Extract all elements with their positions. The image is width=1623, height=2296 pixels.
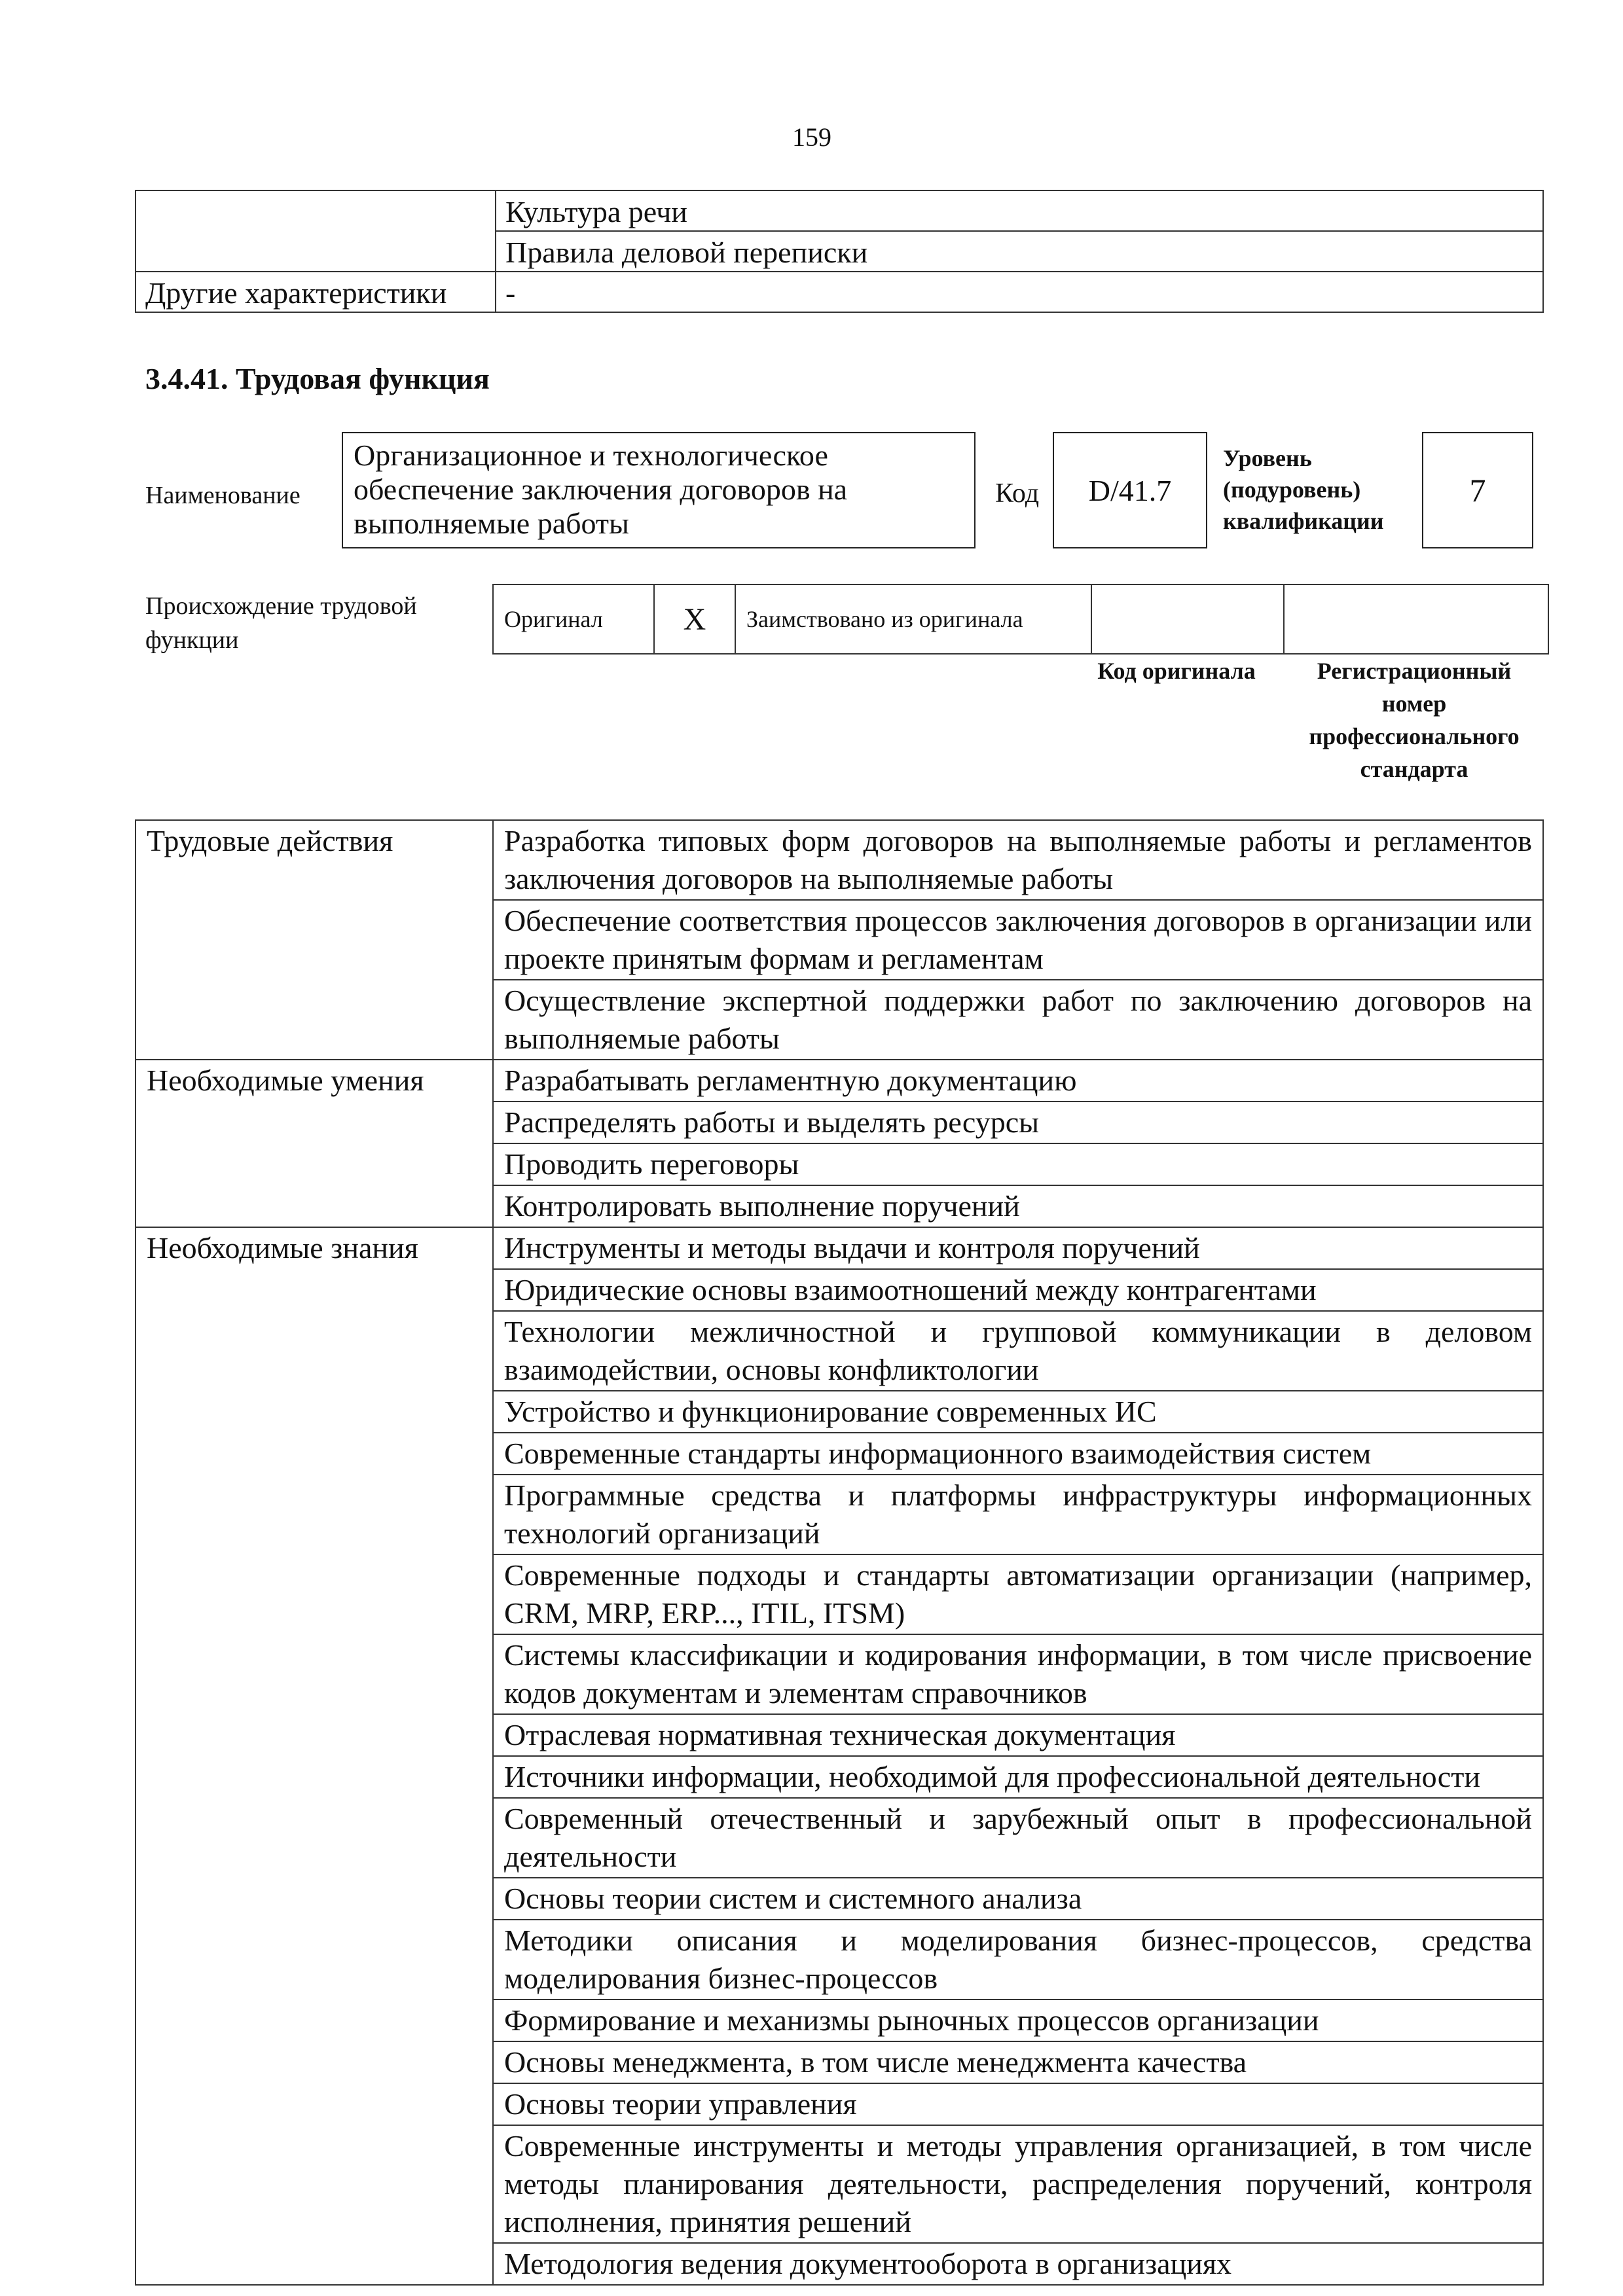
table-row: [136, 231, 1543, 272]
table-row: [136, 272, 1543, 312]
function-name-box: Организационное и технологическое обеспечение заключения договоров на выполняемые работы: [342, 432, 976, 548]
labor-actions-label: Трудовые действия: [136, 820, 493, 1060]
list-item: Программные средства и платформы инфраструктуры информационных технологий организаций: [493, 1475, 1543, 1554]
table-row: [136, 1227, 1543, 1269]
list-item: Инструменты и методы выдачи и контроля поручений: [493, 1227, 1543, 1269]
list-item: Контролировать выполнение поручений: [493, 1185, 1543, 1227]
original-code-caption: Код оригинала: [1097, 658, 1256, 684]
list-item: Разработка типовых форм договоров на выполняемые работы и регламентов заключения договоров на выполняемые работы: [493, 820, 1543, 900]
function-details-table: [135, 819, 1544, 2286]
list-item: Устройство и функционирование современных ИС: [493, 1391, 1543, 1433]
list-item: Современные инструменты и методы управления организацией, в том числе методы планирования деятельности, распределения поручений, контроля исполнения, принятия решений: [493, 2125, 1543, 2243]
list-item: Юридические основы взаимоотношений между контрагентами: [493, 1269, 1543, 1311]
row-label: Другие характеристики: [136, 272, 496, 312]
list-item: Отраслевая нормативная техническая документация: [493, 1714, 1543, 1756]
page-number: 159: [792, 122, 831, 152]
required-skills-label: Необходимые умения: [136, 1060, 493, 1227]
list-item: Формирование и механизмы рыночных процессов организации: [493, 2000, 1543, 2041]
level-label-line: Уровень: [1223, 445, 1312, 471]
list-item: Современный отечественный и зарубежный опыт в профессиональной деятельности: [493, 1798, 1543, 1878]
function-code-box: D/41.7: [1053, 432, 1207, 548]
list-item: Современные стандарты информационного взаимодействия систем: [493, 1433, 1543, 1475]
list-item: Основы теории управления: [493, 2083, 1543, 2125]
section-title: 3.4.41. Трудовая функция: [145, 362, 490, 395]
list-item: Распределять работы и выделять ресурсы: [493, 1102, 1543, 1143]
required-knowledge-label: Необходимые знания: [136, 1227, 493, 2285]
qualification-level-label: [1223, 442, 1384, 537]
code-label: Код: [995, 478, 1040, 509]
table-row: [136, 820, 1543, 900]
registration-number-cell: [1284, 584, 1548, 654]
row-value: Правила деловой переписки: [496, 231, 1543, 272]
list-item: Методики описания и моделирования бизнес-процессов, средства моделирования бизнес-процессов: [493, 1920, 1543, 2000]
list-item: Обеспечение соответствия процессов заключения договоров в организации или проекте принятым формам и регламентам: [493, 900, 1543, 980]
borrowed-label: Заимствовано из оригинала: [735, 584, 1091, 654]
row-value: -: [496, 272, 1543, 312]
level-label-line: (подуровень): [1223, 476, 1361, 503]
list-item: Современные подходы и стандарты автоматизации организации (например, CRM, MRP, ERP..., ITIL, ITSM): [493, 1554, 1543, 1634]
list-item: Системы классификации и кодирования информации, в том числе присвоение кодов документам и элементам справочников: [493, 1634, 1543, 1714]
row-label: [136, 190, 496, 231]
row-value: Культура речи: [496, 190, 1543, 231]
list-item: Разрабатывать регламентную документацию: [493, 1060, 1543, 1102]
row-label: [136, 231, 496, 272]
table-row: [493, 584, 1548, 654]
origin-label: Происхождение трудовой функции: [145, 592, 417, 654]
name-label: Наименование: [145, 482, 301, 509]
table-row: [136, 190, 1543, 231]
continuation-table: [135, 190, 1544, 313]
list-item: Технологии межличностной и групповой коммуникации в деловом взаимодействии, основы конфликтологии: [493, 1311, 1543, 1391]
list-item: Основы менеджмента, в том числе менеджмента качества: [493, 2041, 1543, 2083]
registration-number-caption: Регистрационный номер профессионального стандарта: [1309, 658, 1520, 782]
list-item: Проводить переговоры: [493, 1143, 1543, 1185]
original-label: Оригинал: [493, 584, 654, 654]
original-code-cell: [1091, 584, 1284, 654]
list-item: Осуществление экспертной поддержки работ по заключению договоров на выполняемые работы: [493, 980, 1543, 1060]
level-label-line: квалификации: [1223, 508, 1384, 534]
table-row: [136, 1060, 1543, 1102]
list-item: Основы теории систем и системного анализа: [493, 1878, 1543, 1920]
list-item: Методология ведения документооборота в организациях: [493, 2243, 1543, 2285]
origin-table: [492, 584, 1549, 655]
list-item: Источники информации, необходимой для профессиональной деятельности: [493, 1756, 1543, 1798]
original-mark: X: [654, 584, 735, 654]
qualification-level-box: 7: [1422, 432, 1533, 548]
